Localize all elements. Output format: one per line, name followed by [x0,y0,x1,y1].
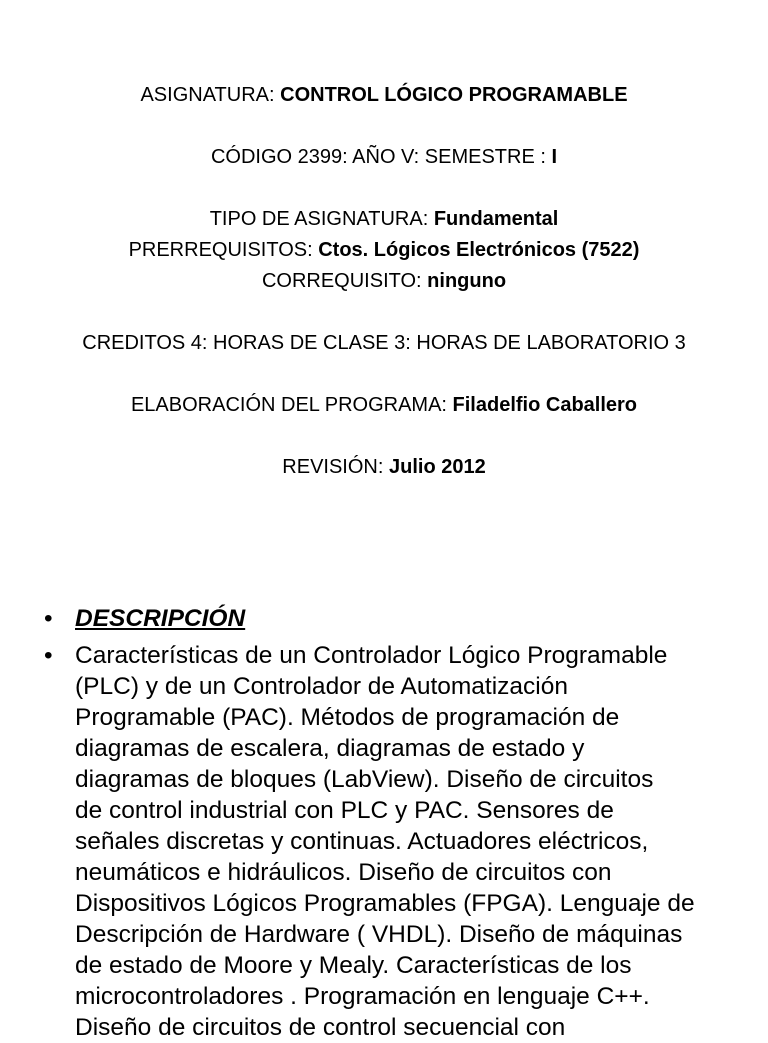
course-header [0,80,768,483]
creditos-line [0,328,768,359]
bullet-icon: • [44,642,53,669]
description-line: Dispositivos Lógicos Programables (FPGA). Lenguaje de [75,890,695,917]
description-line: (PLC) y de un Controlador de Automatización [75,673,568,700]
revision-line [0,452,768,483]
description-line: de estado de Moore y Mealy. Características de los [75,952,632,979]
elaboracion-value: Filadelfio Caballero [452,394,638,416]
description-title-item [44,603,734,634]
elaboracion-line [0,390,768,421]
asignatura-value: CONTROL LÓGICO PROGRAMABLE [280,84,628,106]
description-line: de control industrial con PLC y PAC. Sensores de [75,797,614,824]
description-line: señales discretas y continuas. Actuadores eléctricos, [75,828,649,855]
codigo-line [0,142,768,173]
prerrequisitos-line [0,235,768,266]
asignatura-label: ASIGNATURA: [140,84,281,106]
revision-label: REVISIÓN: [282,456,389,478]
prerrequisitos-label: PRERREQUISITOS: [128,239,319,261]
revision-value: Julio 2012 [388,456,486,478]
description-line: diagramas de escalera, diagramas de estado y [75,735,585,762]
correquisito-line [0,266,768,297]
description-line: diagramas de bloques (LabView). Diseño de circuitos [75,766,654,793]
correquisito-value: ninguno [427,270,507,292]
bullet-icon: • [44,605,53,632]
description-title: DESCRIPCIÓN [75,605,246,632]
codigo-value: I [551,146,558,168]
asignatura-line [0,80,768,111]
tipo-label: TIPO DE ASIGNATURA: [209,208,434,230]
description-section [44,603,734,1043]
description-line: Descripción de Hardware ( VHDL). Diseño de máquinas [75,921,683,948]
description-line: Diseño de circuitos de control secuencial con [75,1014,566,1041]
tipo-line [0,204,768,235]
description-line: neumáticos e hidráulicos. Diseño de circuitos con [75,859,612,886]
tipo-value: Fundamental [433,208,559,230]
description-line: microcontroladores . Programación en lenguaje C++. [75,983,650,1010]
description-line: Programable (PAC). Métodos de programación de [75,704,620,731]
prerrequisitos-value: Ctos. Lógicos Electrónicos (7522) [318,239,640,261]
description-body-item [44,640,734,1043]
elaboracion-label: ELABORACIÓN DEL PROGRAMA: [130,394,453,416]
codigo-label: CÓDIGO 2399: AÑO V: SEMESTRE : [210,146,552,168]
description-text [75,640,734,1043]
creditos-label: CREDITOS 4: HORAS DE CLASE 3: HORAS DE LABORATORIO 3 [82,332,686,354]
description-line: Características de un Controlador Lógico Programable [75,642,668,669]
correquisito-label: CORREQUISITO: [261,270,428,292]
